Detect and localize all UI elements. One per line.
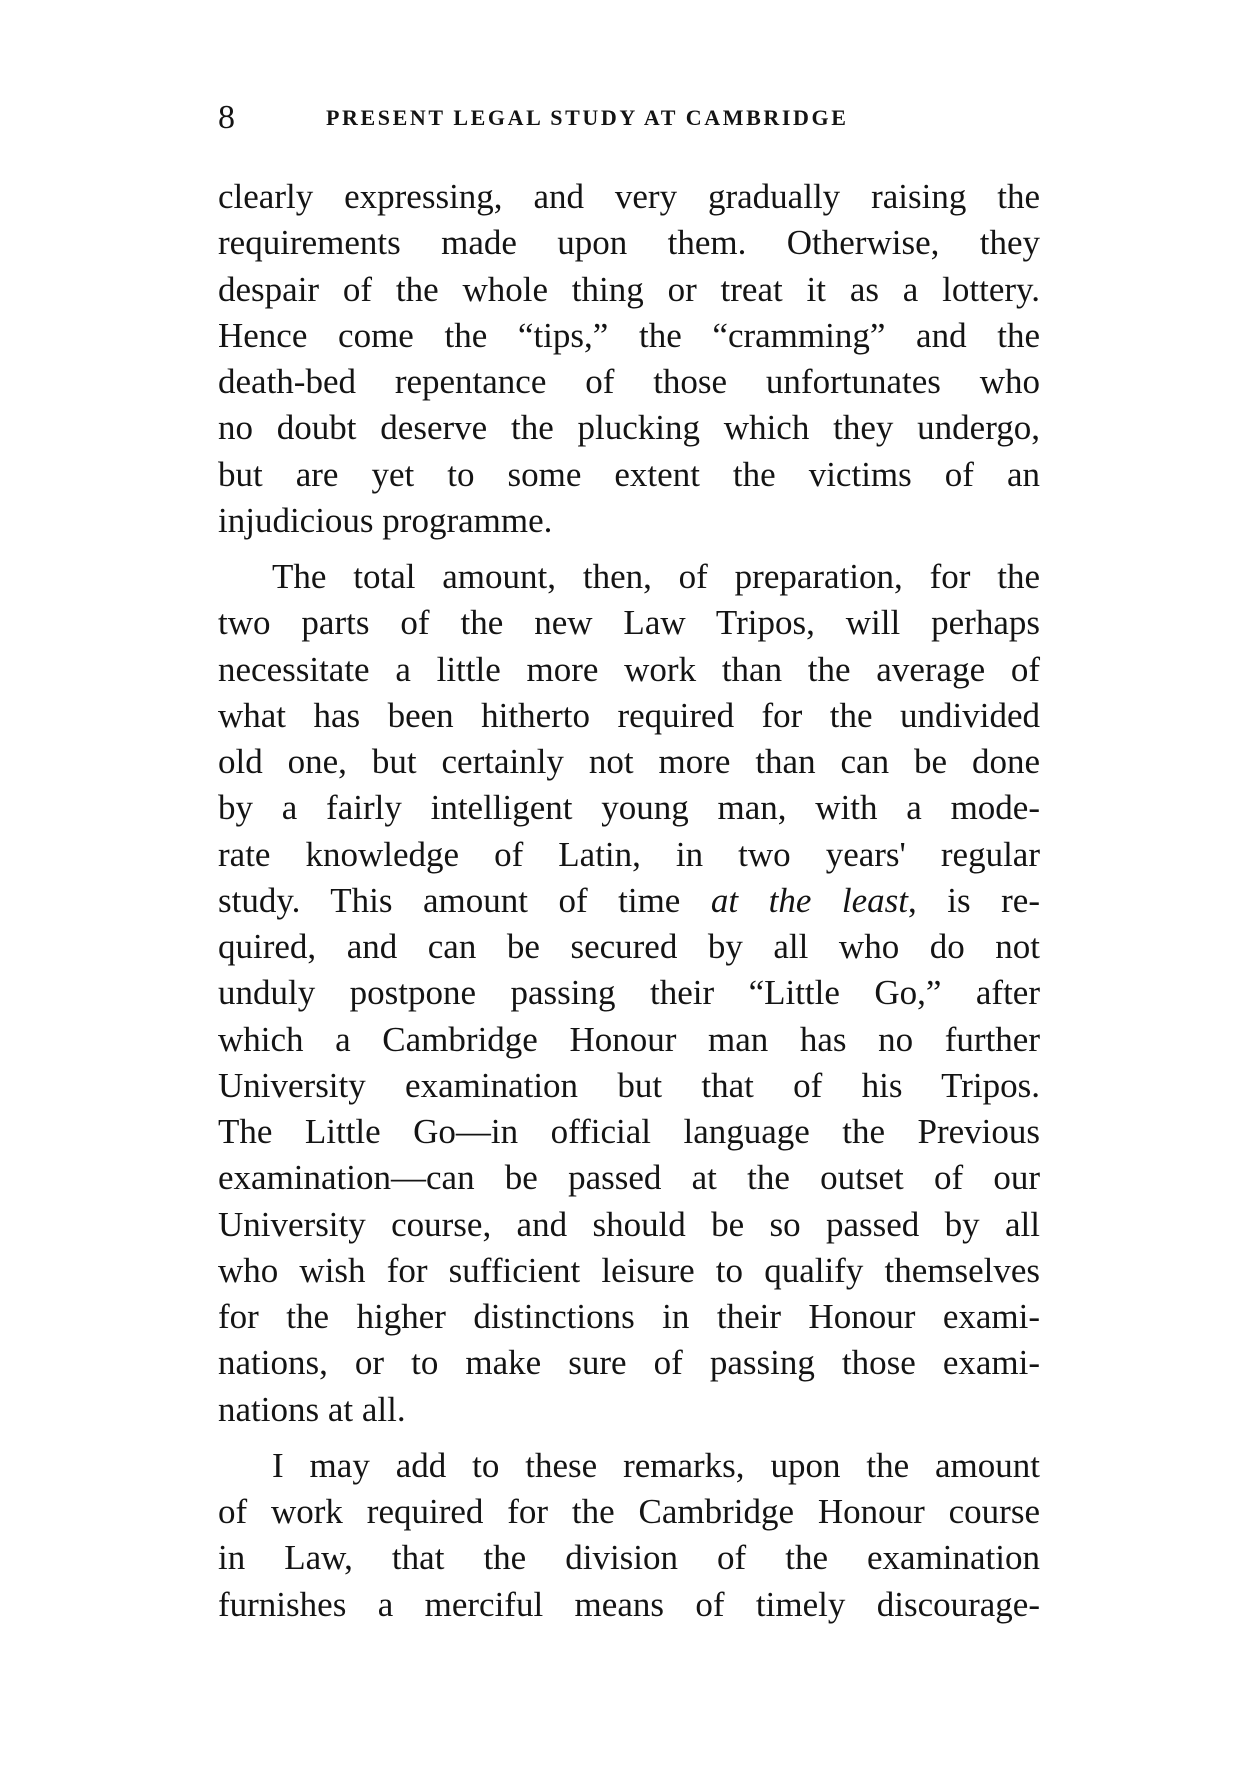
text-line: necessitate a little more work than the average of	[218, 649, 1040, 689]
body-text	[218, 174, 1040, 1628]
text-line: The Little Go—in official language the Previous	[218, 1112, 1040, 1151]
text-line: old one, but certainly not more than can be done	[218, 742, 1040, 781]
text-run: study. This amount of time	[218, 880, 711, 920]
text-line: rate knowledge of Latin, in two years' regular	[218, 834, 1040, 874]
paragraph-gap	[218, 1433, 1040, 1443]
paragraph-2	[218, 554, 1040, 1433]
text-line: injudicious programme.	[218, 500, 553, 540]
text-line: nations at all.	[218, 1389, 406, 1429]
text-line: in Law, that the division of the examination	[218, 1538, 1040, 1578]
text-line: no doubt deserve the plucking which they undergo,	[218, 408, 1040, 448]
italic-text-run: at the least	[710, 880, 909, 920]
running-title: PRESENT LEGAL STUDY AT CAMBRIDGE	[326, 105, 849, 130]
text-line: what has been hitherto required for the undivided	[218, 695, 1040, 735]
text-line: but are yet to some extent the victims of an	[218, 454, 1040, 494]
text-line: who wish for sufficient leisure to qualify themselves	[218, 1250, 1040, 1290]
running-head	[218, 98, 1040, 138]
text-line: two parts of the new Law Tripos, will perhaps	[218, 603, 1040, 643]
text-line: requirements made upon them. Otherwise, they	[218, 223, 1040, 263]
paragraph-3	[218, 1443, 1040, 1628]
text-line: nations, or to make sure of passing those exami-	[218, 1343, 1040, 1383]
text-line: examination—can be passed at the outset of our	[218, 1158, 1040, 1198]
text-run: , is re-	[908, 880, 1040, 920]
page-number: 8	[218, 99, 235, 136]
paragraph-1	[218, 174, 1040, 544]
text-line: unduly postpone passing their “Little Go,” after	[218, 973, 1040, 1013]
text-line: of work required for the Cambridge Honour course	[218, 1492, 1040, 1531]
text-line: by a fairly intelligent young man, with a mode-	[218, 788, 1040, 828]
text-line: for the higher distinctions in their Honour exami-	[218, 1297, 1040, 1336]
text-line: University course, and should be so passed by all	[218, 1204, 1040, 1244]
text-line: which a Cambridge Honour man has no further	[218, 1019, 1040, 1059]
text-line: clearly expressing, and very gradually raising the	[218, 177, 1040, 216]
text-line: quired, and can be secured by all who do not	[218, 927, 1040, 966]
text-line: death-bed repentance of those unfortunates who	[218, 362, 1040, 401]
text-line: Hence come the “tips,” the “cramming” and the	[218, 315, 1040, 355]
text-line: I may add to these remarks, upon the amount	[272, 1445, 1040, 1485]
text-line-italic	[218, 878, 1040, 924]
paragraph-gap	[218, 544, 1040, 554]
text-line: furnishes a merciful means of timely discourage-	[218, 1584, 1040, 1624]
text-line: despair of the whole thing or treat it as a lottery.	[218, 269, 1040, 309]
text-line: University examination but that of his Tripos.	[218, 1065, 1040, 1105]
text-line: The total amount, then, of preparation, for the	[272, 557, 1040, 596]
